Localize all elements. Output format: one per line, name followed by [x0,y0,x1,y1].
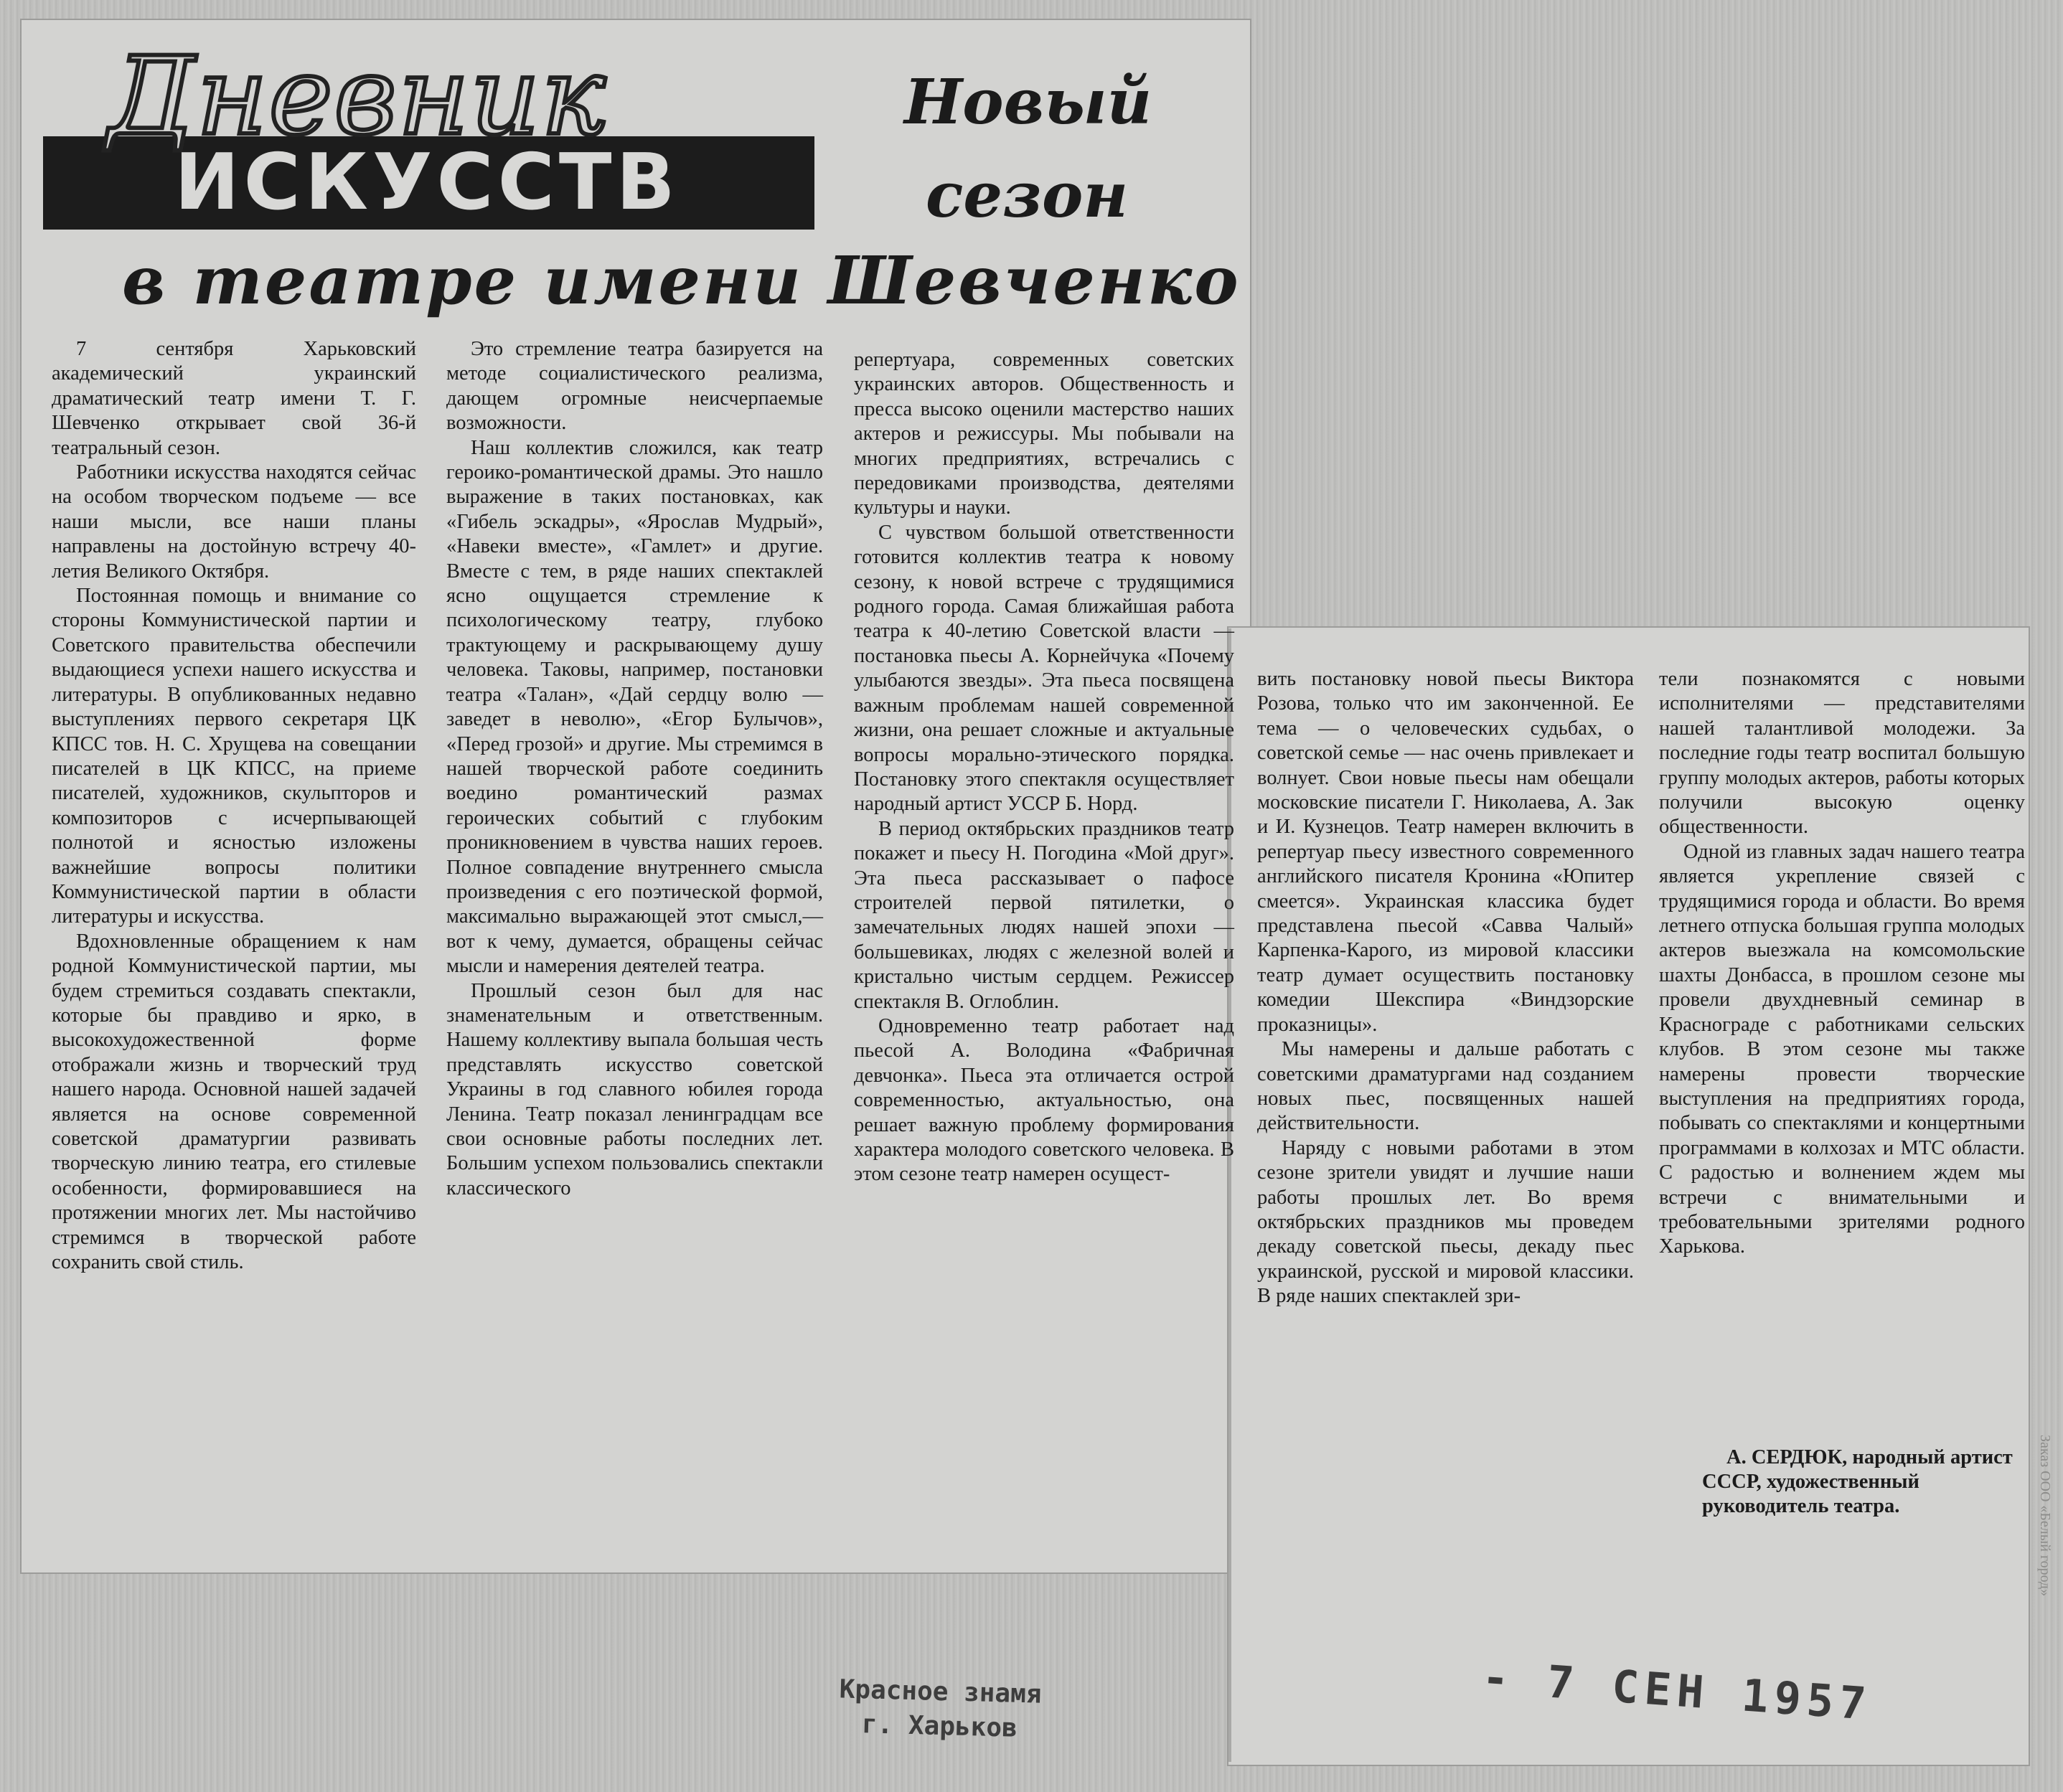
headline-line-1: Новый [904,66,1152,138]
article-column-5 [1659,667,2025,1260]
article-paragraph: репертуара, современных советских украинских авторов. Общественность и пресса высоко оценили мастерство наших актеров и режиссуры. Мы побывали на многих предприятиях, встречались с передовиками производства, деятелями культуры и науки. [854,349,1234,519]
headline-line-2: сезон [926,159,1129,232]
article-paragraph: Одновременно театр работает над пьесой А. Володина «Фабричная девчонка». Пьеса эта отличается острой современностью, актуальностью, она решает важную проблему формирования характера молодого советского человека. В этом сезоне театр намерен осущест- [854,1014,1234,1186]
article-paragraph: Наряду с новыми работами в этом сезоне зрители увидят и лучшие наши работы прошлых лет. Во время октябрьских праздников мы проведем декаду советской пьесы, декаду пьес украинской, русской и мировой классики. В ряде наших спектаклей зри- [1257,1136,1634,1308]
article-paragraph: Мы намерены и дальше работать с советскими драматургами над созданием новых пьес, посвященных нашей действительности. [1257,1038,1634,1135]
article-paragraph: С чувством большой ответственности готовится коллектив театра к новому сезону, к новой встрече с трудящимися родного города. Самая ближайшая работа театра к 40-летию Советской власти — постановка пьесы А. Корнейчука «Почему улыбаются звезды». Эта пьеса посвящена важным проблемам нашей современной жизни, она решает сложные и актуальные вопросы морально-этического порядка. Постановку этого спектакля осуществляет народный артист УССР Б. Норд. [854,521,1234,816]
source-city: г. Харьков [861,1710,1018,1743]
rubric-script-word: Дневник [108,34,607,159]
article-paragraph: Это стремление театра базируется на методе социалистического реализма, дающем огромные неисчерпаемые возможности. [446,338,823,435]
article-paragraph: Постоянная помощь и внимание со стороны Коммунистической партии и Советского правительства обеспечили выдающиеся успехи нашего искусства и литературы. В опубликованных недавно выступлениях первого секретаря ЦК КПСС тов. Н. С. Хрущева на совещании писателей в ЦК КПСС, на приеме писателей, художников, скульпторов и композиторов с исчерпывающей полнотой и ясностью изложены важнейшие вопросы политики Коммунистической партии в области литературы и искусства. [52,585,416,928]
source-stamp [803,1671,1077,1748]
article-paragraph: 7 сентября Харьковский академический украинский драматический театр имени Т. Г. Шевченко открывает свой 36-й театральный сезон. [52,338,416,459]
article-paragraph: Работники искусства находятся сейчас на особом творческом подъеме — все наши мысли, все наши планы направлены на достойную встречу 40-летия Великого Октября. [52,461,416,583]
headline-line-3: в театре имени Шевченко [122,242,1241,319]
article-paragraph: Одной из главных задач нашего театра является укрепление связей с трудящимися города и области. Во время летнего отпуска большая группа молодых актеров выезжала на комсомольские шахты Донбасса, в прошлом сезоне мы провели двухдневный семинар в Краснограде с работниками сельских клубов. В этом сезоне мы также намерены провести творческие выступления на предприятиях города, побывать со спектаклями и концертными программами в колхозах и МТС области. С радостью и волнением ждем мы встречи с внимательными и требовательными зрителями родного Харькова. [1659,840,2025,1258]
faded-margin-note: Заказ ООО «Белый город» [2037,1435,2053,1597]
author-signature [1702,1446,2025,1519]
signature-text: А. СЕРДЮК, народный артист СССР, художественный руководитель театра. [1702,1446,2013,1517]
rubric-block-word: ИСКУССТВ [174,138,680,227]
source-newspaper: Красное знамя [839,1674,1043,1710]
article-column-2 [446,337,823,1201]
article-column-1 [52,337,416,1275]
article-paragraph: Вдохновленные обращением к нам родной Коммунистической партии, мы будем стремиться создавать спектакли, которые бы правдиво и ярко, в высокохудожественной форме отображали жизнь и творческий труд нашего народа. Основной нашей задачей является на основе современной советской драматургии развивать творческую линию театра, его стилевые особенности, формировавшиеся на протяжении многих лет. Мы настойчиво стремимся в творческой работе сохранить свой стиль. [52,930,416,1274]
date-stamp: - 7 СЕН 1957 [1480,1651,1874,1730]
article-paragraph: Наш коллектив сложился, как театр героико-романтической драмы. Это нашло выражение в таких постановках, как «Гибель эскадры», «Ярослав Мудрый», «Навеки вместе», «Гамлет» и другие. Вместе с тем, в ряде наших спектаклей ясно ощущается стремление к психологическому театру, глубоко трактующему и раскрывающему душу человека. Таковы, например, постановки театра «Талан», «Дай сердцу волю — заведет в неволю», «Егор Булычов», «Перед грозой» и другие. Мы стремимся в нашей творческой работе соединить воедино романтический размах героических событий с глубоким проникновением в чувства наших героев. Полное совпадение внутреннего смысла произведения с его поэтической формой, максимально выражающей этот смысл,— вот к чему, думается, обращены сейчас мысли и намерения деятелей театра. [446,436,823,978]
article-column-4 [1257,667,1634,1309]
rubric-masthead [39,29,814,244]
article-paragraph: В период октябрьских праздников театр покажет и пьесу Н. Погодина «Мой друг». Эта пьеса рассказывает о пафосе строителей первой пятилетки, о замечательных людях нашей эпохи — большевиках, людях с железной волей и кристально чистым сердцем. Режиссер спектакля В. Оглоблин. [854,817,1234,1013]
article-paragraph: Прошлый сезон был для нас знаменательным и ответственным. Нашему коллективу выпала большая честь представлять искусство советской Украины в год славного юбилея города Ленина. Театр показал ленинградцам все свои основные работы последних лет. Большим успехом пользовались спектакли классического [446,979,823,1199]
article-paragraph: тели познакомятся с новыми исполнителями — представителями нашей талантливой молодежи. За последние годы театр воспитал большую группу молодых актеров, работы которых получили высокую оценку общественности. [1659,668,2025,839]
article-paragraph: вить постановку новой пьесы Виктора Розова, только что им законченной. Ее тема — о человеческих судьбах, о советской семье — нас очень привлекает и волнует. Свои новые пьесы нам обещали московские писатели Г. Николаева, А. Зак и И. Кузнецов. Театр намерен включить в репертуар пьесу известного современного английского писателя Кронина «Юпитер смеется». Украинская классика будет представлена пьесой «Савва Чалый» Карпенка-Карого, из мировой классики театр думает осуществить постановку комедии Шекспира «Виндзорские проказницы». [1257,668,1634,1036]
article-column-3 [854,348,1234,1187]
